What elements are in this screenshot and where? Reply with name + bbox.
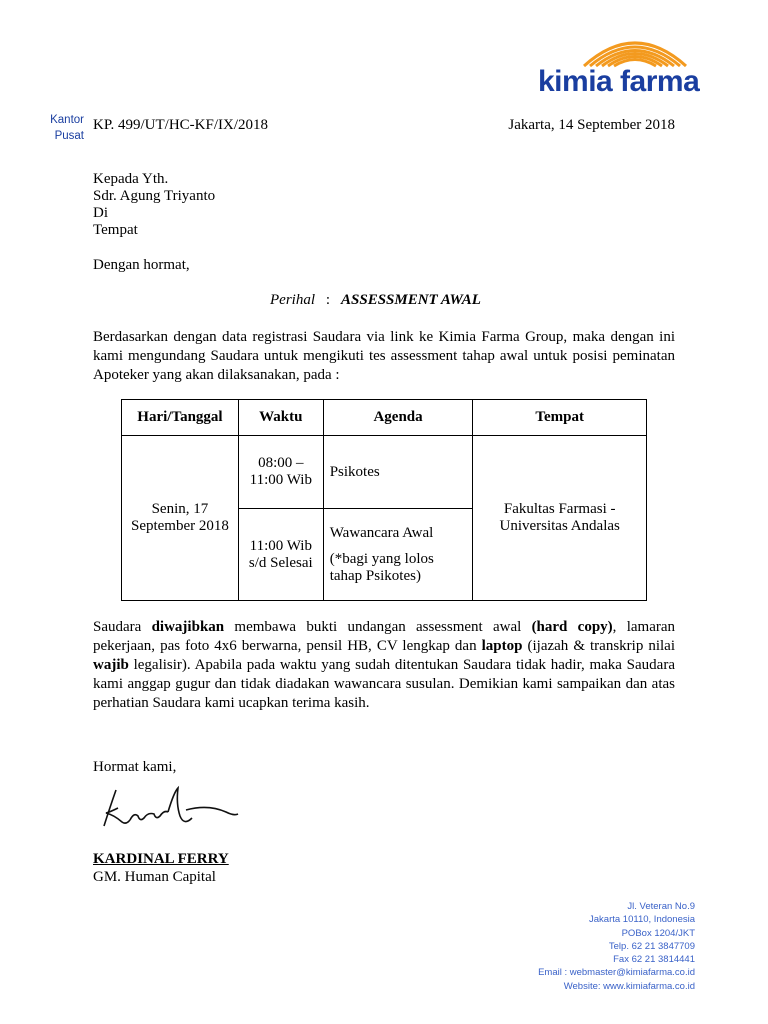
greeting: Dengan hormat, <box>93 257 190 273</box>
req-bold-4: wajib <box>93 657 129 673</box>
req-bold-2: (hard copy) <box>531 619 613 635</box>
company-address-footer <box>538 900 695 993</box>
recipient-block <box>93 171 215 239</box>
subject-text: ASSESSMENT AWAL <box>341 292 481 308</box>
footer-line: Fax 62 21 3814441 <box>613 954 695 966</box>
table-row <box>122 436 647 509</box>
office-label-line1: Kantor <box>50 114 84 126</box>
office-label <box>36 112 84 144</box>
req-text-4: (ijazah & transkrip nilai <box>522 638 676 654</box>
logo-arc-icon <box>580 28 690 68</box>
req-text-3: , lamaran pekerjaan, pas foto 4x6 berwarna, pensil HB, CV lengkap dan <box>93 619 675 654</box>
cell-place <box>473 436 647 601</box>
agenda2-note-line1: (*bagi yang lolos <box>329 550 434 567</box>
place-line1: Fakultas Farmasi - <box>503 501 616 517</box>
office-label-line2: Pusat <box>54 130 84 142</box>
time1-line2: 11:00 Wib <box>249 472 312 488</box>
subject-colon: : <box>325 292 331 308</box>
req-text-5: legalisir). Apabila pada waktu yang sudah ditentukan Saudara tidak hadir, maka Saudara kami anggap gugur dan tidak diadakan wawancara susulan. Demikian kami sampaikan dan atas perhatian Saudara kami ucapkan terima kasih. <box>93 657 675 711</box>
signer-name: KARDINAL FERRY <box>93 851 229 867</box>
time2-line2: s/d Selesai <box>248 554 313 571</box>
reference-number: KP. 499/UT/HC-KF/IX/2018 <box>93 117 269 133</box>
req-text-2: membawa bukti undangan assessment awal <box>224 619 532 635</box>
cell-day <box>122 436 239 601</box>
recipient-line1: Kepada Yth. <box>93 171 169 187</box>
header-agenda: Agenda <box>323 400 473 436</box>
time2-line1: 11:00 Wib <box>249 537 312 554</box>
schedule-table <box>121 399 647 601</box>
subject-line <box>270 292 481 309</box>
time1-line1: 08:00 – <box>258 455 304 471</box>
signature-scribble-icon <box>96 782 246 837</box>
header-place: Tempat <box>473 400 647 436</box>
letter-date: Jakarta, 14 September 2018 <box>508 117 675 133</box>
req-bold-3: laptop <box>481 638 523 654</box>
header-time: Waktu <box>238 400 323 436</box>
footer-line: POBox 1204/JKT <box>621 927 695 939</box>
recipient-line4: Tempat <box>93 222 138 238</box>
recipient-line2: Sdr. Agung Triyanto <box>93 188 216 204</box>
req-bold-1: diwajibkan <box>151 619 225 635</box>
day-line1: Senin, 17 <box>151 501 209 517</box>
logo-wordmark: kimia farma <box>538 65 700 98</box>
req-text-1: Saudara <box>93 619 152 635</box>
footer-line: Telp. 62 21 3847709 <box>608 940 695 952</box>
signature-image <box>96 782 246 842</box>
company-logo <box>538 28 728 98</box>
footer-website: Website: www.kimiafarma.co.id <box>563 980 695 992</box>
closing: Hormat kami, <box>93 759 177 775</box>
recipient-line3: Di <box>93 205 108 221</box>
footer-line: Jakarta 10110, Indonesia <box>589 914 695 926</box>
cell-time2 <box>238 509 323 601</box>
day-line2: September 2018 <box>130 518 229 534</box>
requirements-paragraph <box>93 618 675 713</box>
place-line2: Universitas Andalas <box>499 518 620 534</box>
cell-time1 <box>238 436 323 509</box>
table-header-row <box>122 400 647 436</box>
agenda2-title: Wawancara Awal <box>329 524 434 541</box>
intro-paragraph: Berdasarkan dengan data registrasi Saudara via link ke Kimia Farma Group, maka dengan ini kami mengundang Saudara untuk mengikuti tes assessment tahap awal untuk posisi peminatan Apoteker yang akan dilaksanakan, pada : <box>93 329 675 383</box>
signer-position: GM. Human Capital <box>93 869 216 885</box>
header-day: Hari/Tanggal <box>122 400 239 436</box>
agenda2-note-line2: tahap Psikotes) <box>329 567 421 584</box>
subject-label: Perihal <box>270 292 315 308</box>
cell-agenda1: Psikotes <box>323 436 473 509</box>
footer-email: Email : webmaster@kimiafarma.co.id <box>538 967 695 979</box>
cell-agenda2 <box>323 509 473 601</box>
footer-line: Jl. Veteran No.9 <box>627 901 695 912</box>
